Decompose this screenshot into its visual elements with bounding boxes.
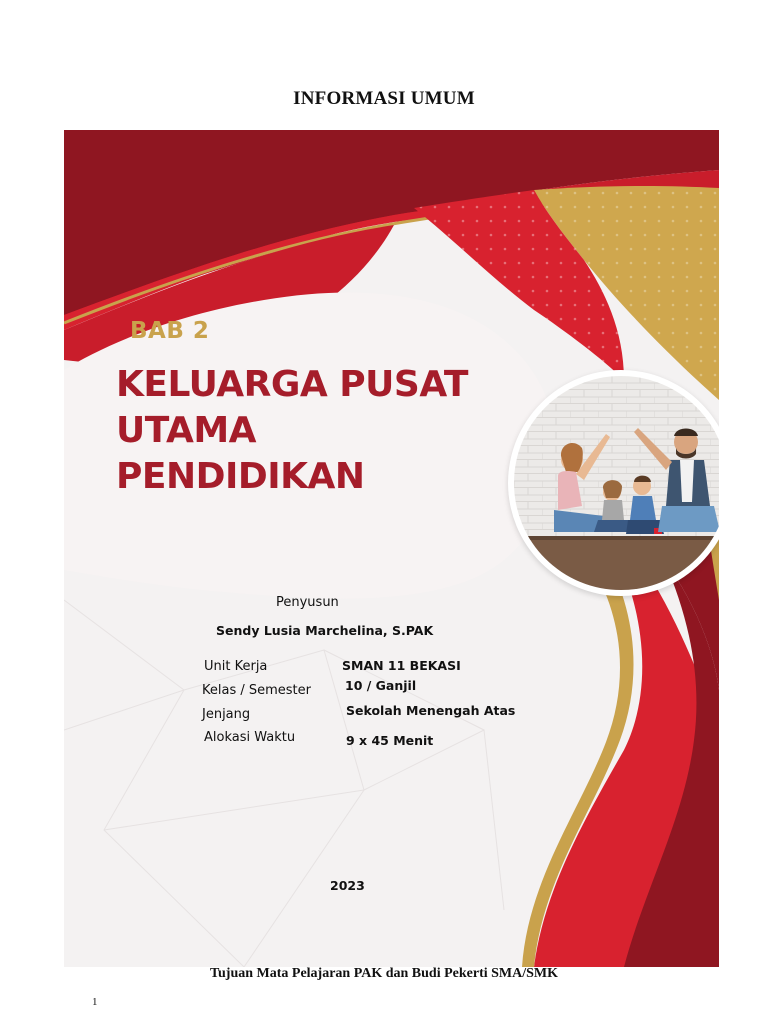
family-photo (514, 376, 719, 590)
info-label-kelas-semester: Kelas / Semester (202, 683, 311, 698)
title-line-1: KELUARGA PUSAT (116, 364, 468, 405)
cover-year: 2023 (330, 878, 365, 893)
author-label: Penyusun (276, 595, 339, 610)
author-name: Sendy Lusia Marchelina, S.PAK (216, 623, 434, 638)
family-photo-illustration (514, 376, 719, 590)
info-value-unit-kerja: SMAN 11 BEKASI (342, 658, 461, 673)
cover-page (64, 130, 719, 967)
page-number: 1 (92, 996, 98, 1008)
title-line-2: UTAMA (116, 410, 257, 451)
page-footer: Tujuan Mata Pelajaran PAK dan Budi Pekerti SMA/SMK (209, 966, 559, 981)
info-value-kelas-semester: 10 / Ganjil (345, 678, 417, 693)
info-label-unit-kerja: Unit Kerja (204, 659, 268, 674)
info-value-alokasi-waktu: 9 x 45 Menit (346, 733, 434, 748)
page-heading: INFORMASI UMUM (293, 88, 475, 109)
info-label-jenjang: Jenjang (202, 707, 251, 722)
title-line-3: PENDIDIKAN (116, 456, 365, 497)
info-value-jenjang: Sekolah Menengah Atas (346, 703, 516, 718)
cover-title (116, 362, 536, 500)
chapter-label: BAB 2 (130, 318, 210, 344)
info-label-alokasi-waktu: Alokasi Waktu (204, 730, 296, 745)
family-photo-frame (508, 370, 719, 596)
